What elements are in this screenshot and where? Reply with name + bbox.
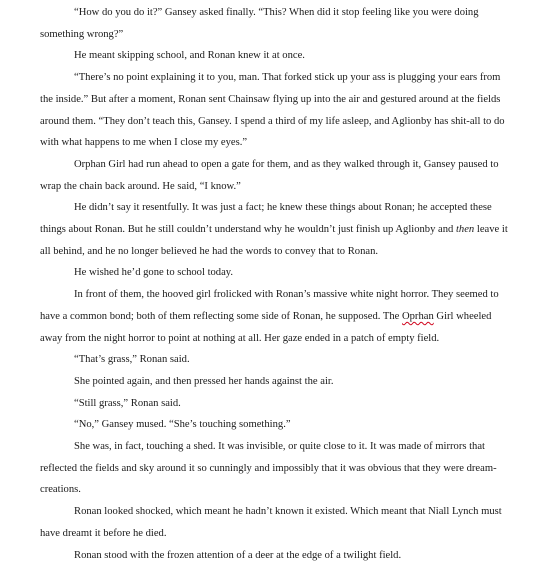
paragraph-text: Girl wheeled away from the night horror to point at nothing at all. Her gaze ended in a patch of empty field. — [40, 310, 492, 344]
paragraph-text: “Still grass,” Ronan said. — [74, 397, 181, 409]
paragraph-text: “There’s no point explaining it to you, man. That forked stick up your ass is plugging your ears from the inside.” But after a moment, Ronan sent Chainsaw flying up into the air and gestured around at the fields around them. “They don’t teach this, Gansey. I spend a third of my life asleep, and Aglionby has shit-all to do with what happens to me when I close my eyes.” — [40, 72, 505, 149]
paragraph-text: Ronan stood with the frozen attention of a deer at the edge of a twilight field. — [74, 549, 402, 561]
paragraph-text: leave it all behind, and he no longer believed he had the words to convey that to Ronan. — [40, 224, 508, 257]
paragraph — [40, 501, 508, 544]
paragraph — [40, 284, 508, 349]
paragraph — [40, 371, 508, 393]
document-page — [40, 0, 508, 573]
paragraph — [40, 197, 508, 262]
paragraph-text: Orphan Girl had run ahead to open a gate for them, and as they walked through it, Gansey paused to wrap the chain back around. He said, “I know.” — [40, 158, 499, 192]
paragraph — [40, 414, 508, 436]
paragraph — [40, 262, 508, 284]
paragraph — [40, 393, 508, 415]
paragraph-text: He wished he’d gone to school today. — [74, 267, 234, 279]
paragraph — [40, 154, 508, 197]
paragraph-text: She was, in fact, touching a shed. It was invisible, or quite close to it. It was made of mirrors that reflected the fields and sky around it so cunningly and impossibly that it was obvious that they were dream-creations. — [40, 441, 497, 496]
paragraph-text: He didn’t say it resentfully. It was just a fact; he knew these things about Ronan; he accepted these things about Ronan. But he still couldn’t understand why he wouldn’t just finish up Aglionby and — [40, 202, 492, 236]
paragraph-text: “How do you do it?” Gansey asked finally. “This? When did it stop feeling like you were doing something wrong?” — [40, 7, 479, 40]
paragraph-text: “That’s grass,” Ronan said. — [74, 354, 190, 366]
spellcheck-flagged-word[interactable]: Oprhan — [401, 310, 434, 322]
paragraph-text: She pointed again, and then pressed her hands against the air. — [74, 375, 334, 387]
paragraph — [40, 2, 508, 45]
paragraph — [40, 436, 508, 501]
paragraph-text: Ronan looked shocked, which meant he hadn’t known it existed. Which meant that Niall Lynch must have dreamt it before he died. — [40, 506, 502, 539]
paragraph-text: “No,” Gansey mused. “She’s touching something.” — [74, 419, 291, 431]
paragraph — [40, 349, 508, 371]
paragraph-text: He meant skipping school, and Ronan knew it at once. — [74, 50, 305, 62]
paragraph — [40, 45, 508, 67]
paragraph — [40, 545, 508, 567]
paragraph — [40, 67, 508, 154]
paragraph-text: In front of them, the hooved girl frolicked with Ronan’s massive white night horror. They seemed to have a common bond; both of them reflecting some side of Ronan, he supposed. The — [40, 289, 499, 322]
italic-emphasis: then — [455, 224, 475, 236]
